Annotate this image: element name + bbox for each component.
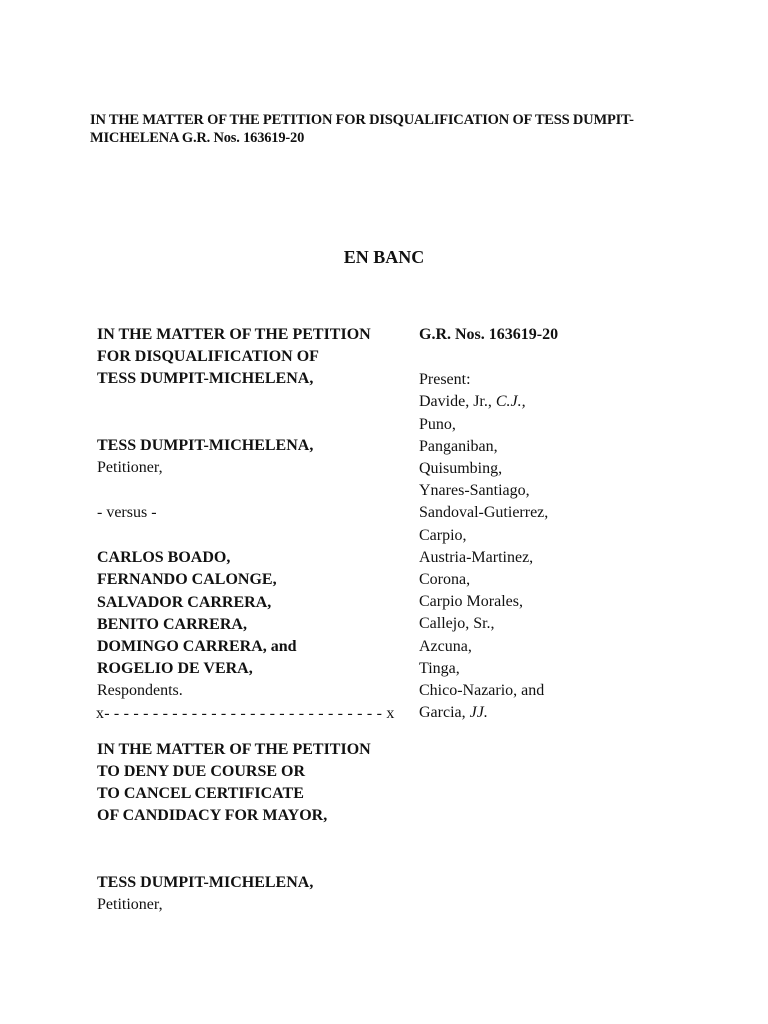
spacer bbox=[97, 479, 417, 502]
spacer bbox=[419, 346, 719, 369]
spacer bbox=[97, 828, 417, 872]
justice-name bbox=[419, 613, 719, 635]
gr-numbers: G.R. Nos. 163619-20 bbox=[419, 326, 559, 343]
case2-title-line: TO CANCEL CERTIFICATE bbox=[97, 785, 304, 803]
justice-surname: Chico-Nazario, and bbox=[419, 682, 545, 700]
justice-name bbox=[419, 658, 719, 680]
respondent-name: ROGELIO DE VERA, bbox=[97, 660, 253, 678]
respondent-name: BENITO CARRERA, bbox=[97, 615, 247, 633]
justice-surname: Carpio, bbox=[419, 526, 467, 544]
versus-label: - versus - bbox=[97, 504, 157, 522]
justice-surname: Panganiban, bbox=[419, 437, 498, 455]
justice-name bbox=[419, 458, 719, 480]
justice-surname: Corona, bbox=[419, 571, 471, 589]
case2-block bbox=[97, 739, 417, 916]
justice-surname: Austria-Martinez, bbox=[419, 548, 534, 566]
justice-surname: Garcia, bbox=[419, 704, 470, 722]
justice-surname: Azcuna, bbox=[419, 637, 472, 655]
justice-name bbox=[419, 569, 719, 591]
respondent-name: FERNANDO CALONGE, bbox=[97, 571, 277, 589]
justice-name bbox=[419, 391, 719, 413]
justice-name bbox=[419, 480, 719, 502]
case-separator: x- - - - - - - - - - - - - - - - - - - - - - - - - - - - - x bbox=[96, 704, 395, 722]
case1-title-line: IN THE MATTER OF THE PETITION bbox=[97, 326, 371, 343]
justice-name bbox=[419, 436, 719, 458]
header-line-1: IN THE MATTER OF THE PETITION FOR DISQUALIFICATION OF TESS DUMPIT- bbox=[90, 112, 634, 128]
justice-name bbox=[419, 702, 719, 724]
case1-block bbox=[97, 324, 417, 725]
case1-title-line: FOR DISQUALIFICATION OF bbox=[97, 348, 319, 366]
justice-name bbox=[419, 591, 719, 613]
justice-surname: Quisumbing, bbox=[419, 460, 503, 478]
case2-petitioner-label: Petitioner, bbox=[97, 895, 163, 913]
respondent-name: SALVADOR CARRERA, bbox=[97, 593, 272, 611]
justice-name bbox=[419, 680, 719, 702]
present-label: Present: bbox=[419, 371, 471, 389]
bench-column bbox=[419, 324, 719, 724]
respondent-name: CARLOS BOADO, bbox=[97, 549, 231, 567]
justice-surname: Callejo, Sr., bbox=[419, 615, 495, 633]
spacer bbox=[97, 391, 417, 435]
justice-surname: Carpio Morales, bbox=[419, 593, 523, 611]
case-caption bbox=[97, 324, 417, 916]
header-line-2: MICHELENA G.R. Nos. 163619-20 bbox=[90, 130, 305, 146]
justice-title: JJ. bbox=[469, 704, 488, 722]
spacer bbox=[97, 725, 417, 739]
case2-petitioner-name: TESS DUMPIT-MICHELENA, bbox=[97, 873, 314, 891]
case1-title-line: TESS DUMPIT-MICHELENA, bbox=[97, 370, 314, 388]
justice-surname: Sandoval-Gutierrez, bbox=[419, 504, 549, 522]
case2-title-line: OF CANDIDACY FOR MAYOR, bbox=[97, 807, 328, 825]
document-header bbox=[90, 111, 650, 147]
case1-petitioner-name: TESS DUMPIT-MICHELENA, bbox=[97, 436, 314, 454]
justice-name bbox=[419, 636, 719, 658]
respondents-label: Respondents. bbox=[97, 682, 183, 700]
justice-name bbox=[419, 547, 719, 569]
justice-surname: Davide, Jr., bbox=[419, 393, 496, 411]
justice-name bbox=[419, 525, 719, 547]
respondent-name: DOMINGO CARRERA, and bbox=[97, 638, 297, 656]
case2-title-line: TO DENY DUE COURSE OR bbox=[97, 763, 306, 781]
justice-surname: Tinga, bbox=[419, 659, 460, 677]
justice-name bbox=[419, 414, 719, 436]
case1-petitioner-label: Petitioner, bbox=[97, 458, 163, 476]
justice-surname: Ynares-Santiago, bbox=[419, 482, 530, 500]
justice-name bbox=[419, 502, 719, 524]
justice-surname: Puno, bbox=[419, 415, 456, 433]
justice-title: C.J., bbox=[495, 393, 526, 411]
case2-title-line: IN THE MATTER OF THE PETITION bbox=[97, 740, 371, 758]
justice-list bbox=[419, 391, 719, 724]
court-division: EN BANC bbox=[343, 247, 425, 267]
spacer bbox=[97, 524, 417, 547]
